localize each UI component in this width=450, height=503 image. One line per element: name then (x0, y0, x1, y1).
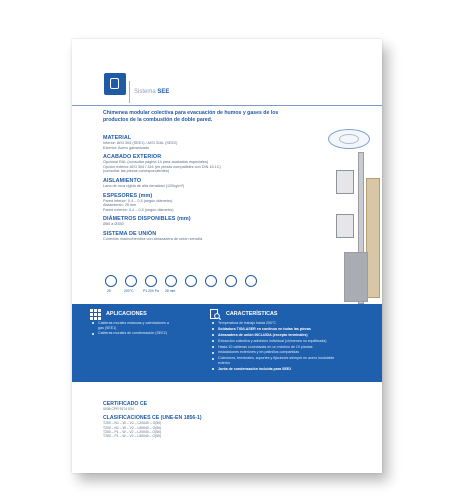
aplicaciones-heading: APLICACIONES (106, 311, 147, 317)
certificado-line: 0036 CPR 9174 034 (103, 407, 134, 411)
grid-icon (90, 309, 101, 320)
clasificacion-line: T200 – P1 – W – V2 – L20040 – O(50) (103, 429, 162, 434)
icon-label: 25 (107, 289, 111, 293)
spec-line: Opcional RAL (consultar página 14 para acabados especiales) (103, 160, 209, 165)
insulation-wall (366, 178, 380, 298)
temperature-icon (125, 275, 137, 287)
page-header (72, 53, 382, 93)
spec-column (103, 131, 263, 242)
certificado-heading: CERTIFICADO CE (103, 401, 148, 407)
pressure-icon (145, 275, 157, 287)
spec-material (103, 135, 263, 150)
aplicaciones-block (90, 309, 190, 337)
spec-line: Aislamiento: 25 mm (103, 203, 137, 208)
spec-heading: ESPESORES (mm) (103, 192, 153, 199)
flame-icon (205, 275, 217, 287)
product-description: Chimenea modular colectiva para evacuación de humos y gases de los productos de la combustión de doble pared. (103, 110, 279, 123)
list-item: Junta de condensación incluida para SEE2 (218, 367, 378, 372)
spec-line: (consultar las piezas correspondientes) (103, 169, 170, 174)
icon-label: 200°C (124, 289, 134, 293)
caracteristicas-block (210, 309, 378, 373)
certification-block (103, 401, 303, 438)
clasificacion-line: T200 – P1 – W – V2 – L50040 – O(50) (103, 434, 162, 439)
feature-icon-row (105, 275, 275, 301)
chimney-product-icon (104, 73, 126, 95)
catalog-page (72, 39, 382, 473)
list-item: Colectores, terminales, soportes y fijaciones siempre en acero inoxidable exterior (218, 356, 342, 365)
clasificaciones-heading: CLASIFICACIONES CE (UNE-EN 1856-1) (103, 415, 202, 422)
list-item: Temperatura de trabajo hasta 200°C (218, 321, 378, 326)
clasificacion-line: T200 – N1 – W – V2 – L20040 – O(50) (103, 421, 162, 426)
icon-label: 25 mm (165, 289, 176, 293)
spec-diametros (103, 216, 263, 227)
spec-heading: SISTEMA DE UNIÓN (103, 230, 157, 237)
spec-heading: MATERIAL (103, 135, 132, 141)
list-item: Instalaciones exteriores y en patinillos compartidas (218, 350, 378, 355)
header-divider (129, 81, 130, 103)
insulation-icon (165, 275, 177, 287)
spec-line: Ø80 a Ø350 (103, 222, 124, 227)
icon-label: P1 200 Pa (143, 289, 159, 293)
boiler-unit (336, 170, 354, 194)
header-separator (72, 105, 382, 106)
spec-line: Exterior: Acero galvanizado (103, 145, 150, 150)
features-panel (72, 304, 382, 382)
spec-union (103, 231, 263, 242)
water-drop-icon (245, 275, 257, 287)
chimney-base (344, 252, 368, 302)
magnifier-icon (210, 309, 221, 320)
spec-line: Lana de roca rígida de alta densidad (120kg/m³) (103, 183, 185, 188)
warranty-icon (105, 275, 117, 287)
list-item: Calderas murales de condensación (SEE2) (98, 331, 190, 336)
spec-espesores (103, 193, 263, 213)
spec-line: Pared interior: 0,4 – 0,5 (según diámetro) (103, 198, 173, 203)
caracteristicas-list (210, 321, 378, 371)
clasificacion-line: T200 – N1 – W – V2 – L50040 – O(50) (103, 425, 162, 430)
caracteristicas-heading: CARACTERÍSTICAS (226, 311, 278, 317)
spec-line: Opción exterior AISI 304 / 316 (en piezas compatibles con DIN 18.1C) (103, 164, 221, 169)
list-item: Extracción colectiva y admisión individual (chimenea no equilibrada) (218, 339, 336, 344)
system-title: Sistema SEE (134, 89, 170, 95)
gas-icon (225, 275, 237, 287)
condensation-icon (185, 275, 197, 287)
spec-heading: ACABADO EXTERIOR (103, 154, 162, 161)
spec-acabado (103, 154, 263, 174)
list-item: Hasta 10 calderas conectadas en un máximo de 10 plantas (218, 345, 378, 350)
list-item: Calderas murales estancas y calentadores a gas (SEE1) (98, 321, 172, 330)
aplicaciones-list (90, 321, 190, 336)
spec-line: Pared exterior: 0,4 – 0,5 (según diámetro) (103, 207, 174, 212)
spec-aislamiento (103, 178, 263, 189)
spec-line: Conexión macho/hembra con abrazadera de unión sencilla (103, 236, 203, 241)
spec-heading: DIÁMETROS DISPONIBLES (mm) (103, 216, 191, 223)
spec-line: Interior: AISI 304 (SEE1) / AISI 316L (SEE2) (103, 141, 178, 145)
clamp-product-image (328, 129, 370, 149)
boiler-unit (336, 214, 354, 238)
list-item: Soldadura TIG/LASER en continuo en todas las piezas (218, 327, 378, 332)
list-item: Abrazadera de unión INCLUIDA (excepto terminales) (218, 333, 378, 338)
chimney-installation-image (334, 152, 382, 304)
spec-heading: AISLAMIENTO (103, 177, 142, 184)
